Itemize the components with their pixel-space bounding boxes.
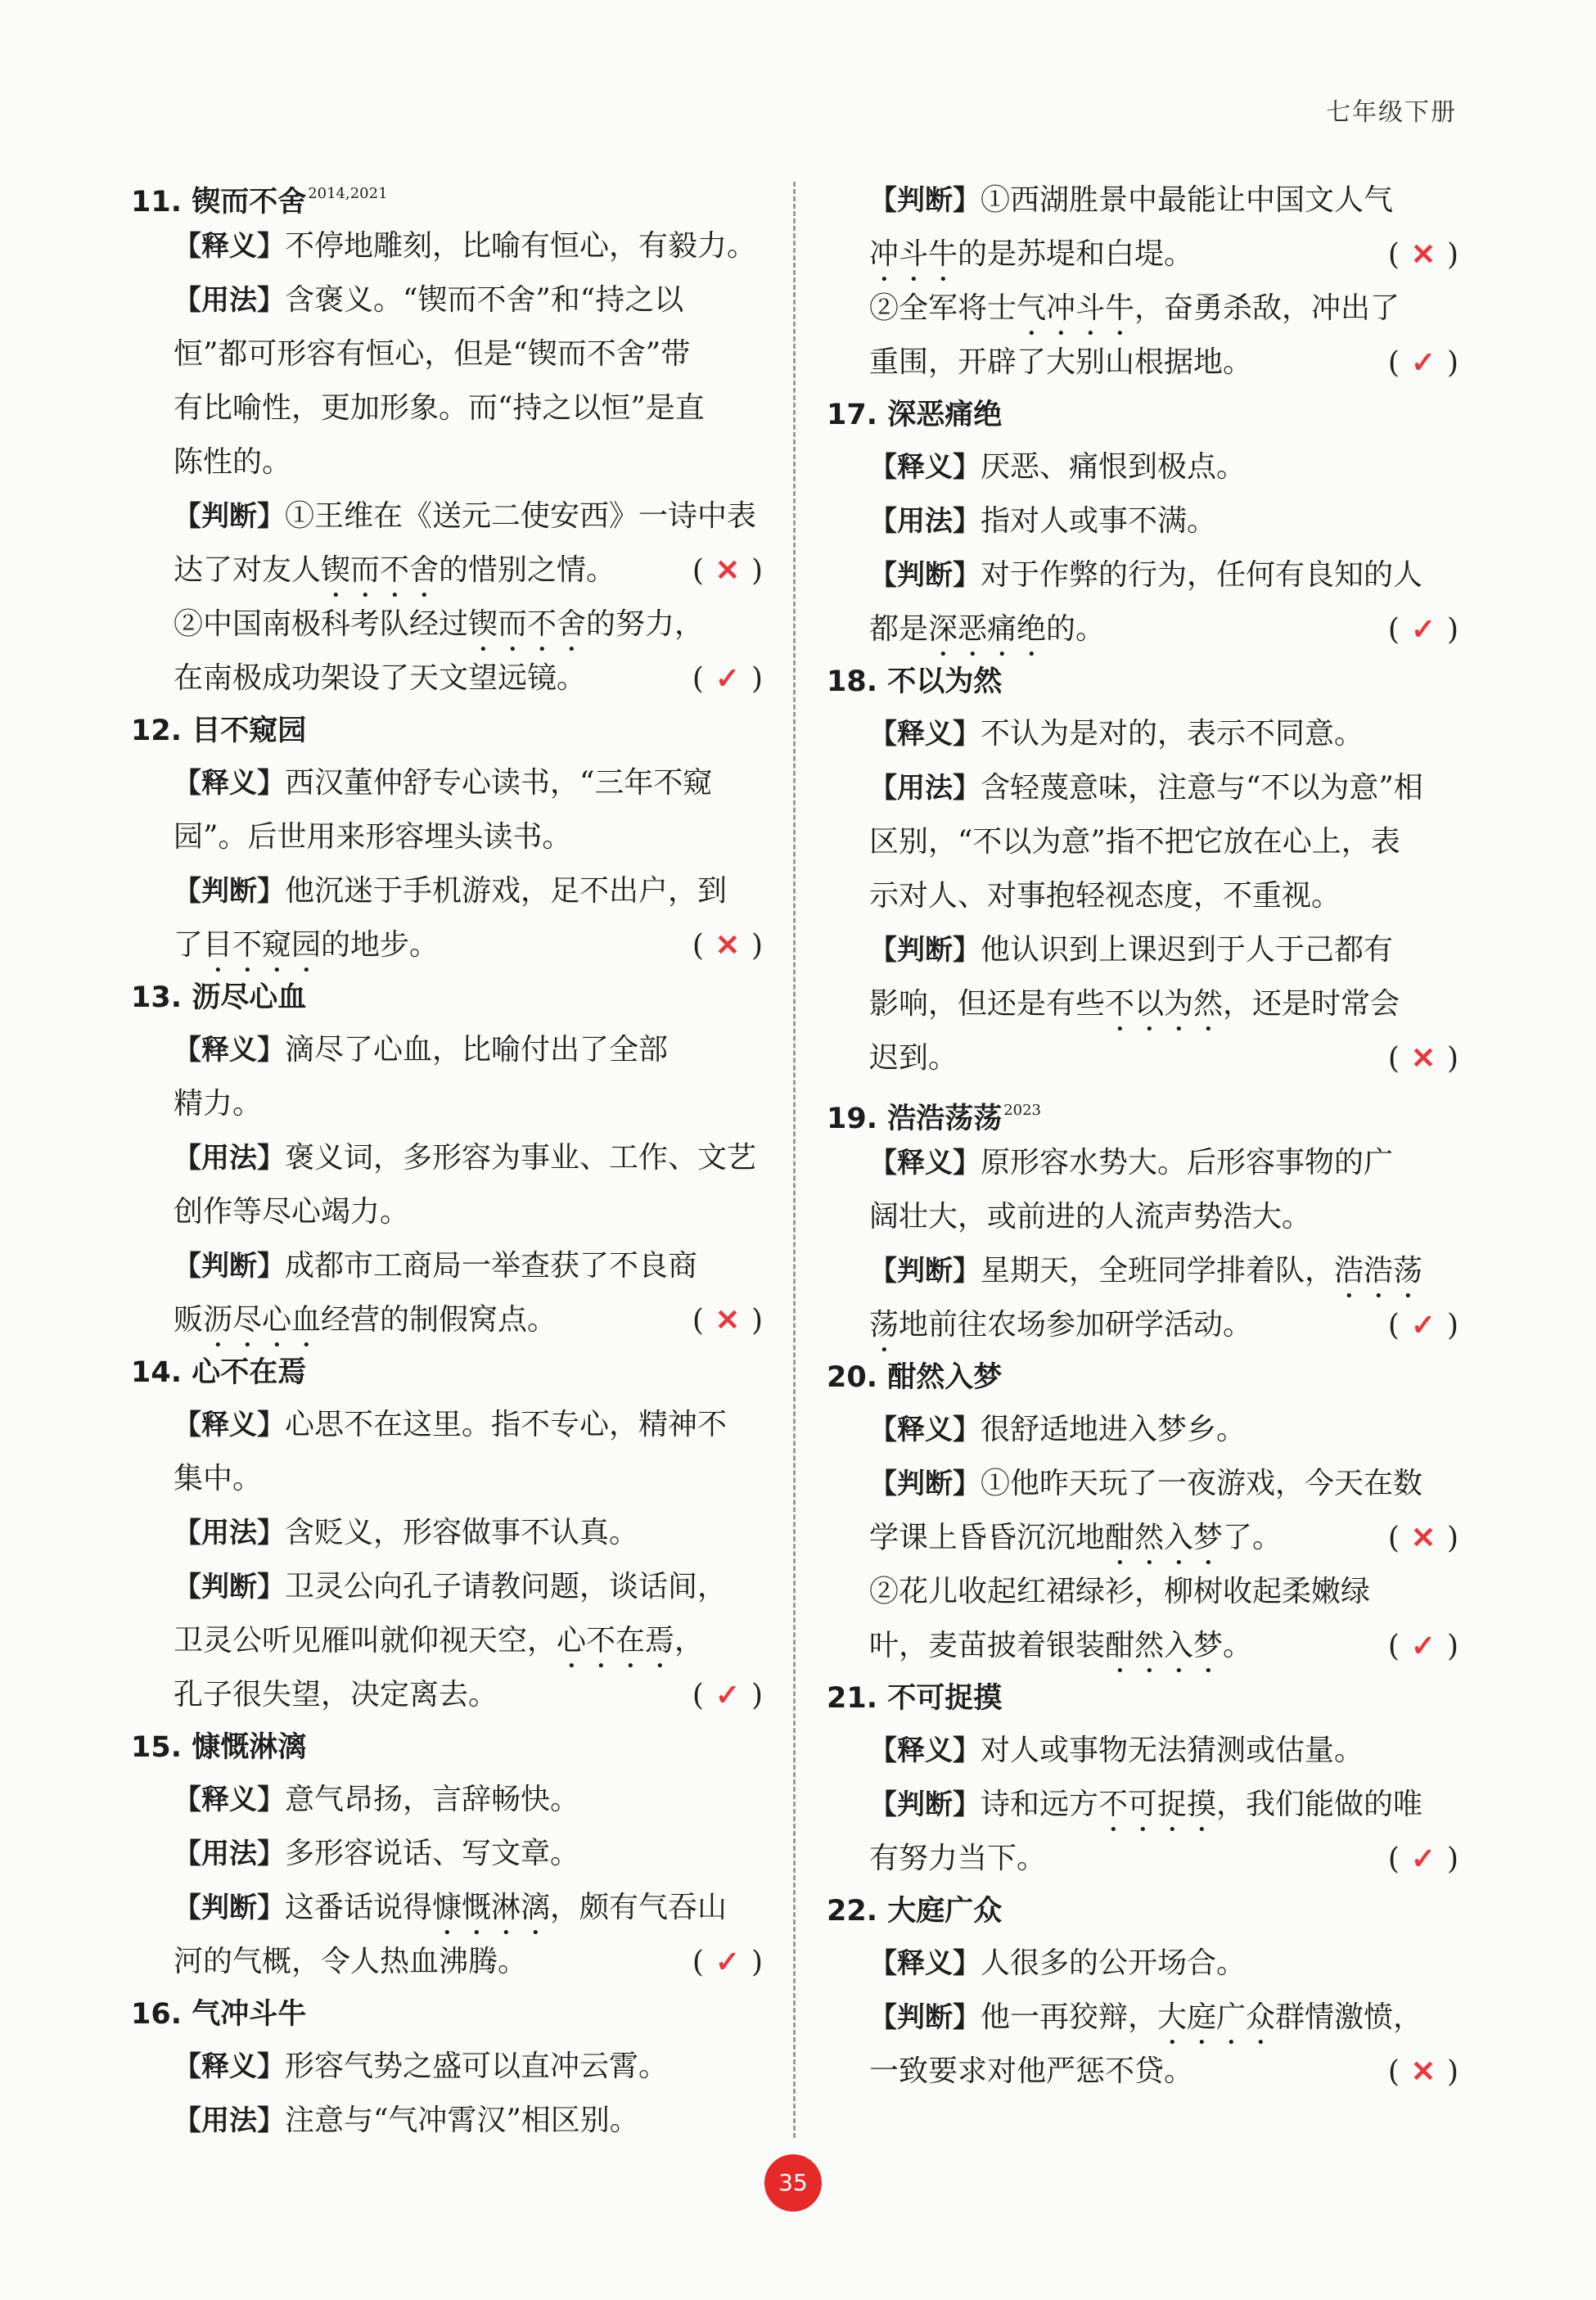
answer-bracket	[1388, 228, 1458, 282]
entry-number: 16.	[131, 1998, 192, 2031]
section-tag: 【释义】	[174, 2050, 285, 2083]
text-line	[827, 1190, 1458, 1244]
line-text: ，	[674, 1624, 705, 1657]
text-line	[827, 1136, 1458, 1190]
text-line	[827, 602, 1458, 656]
text-line	[827, 761, 1458, 815]
line-text: 孔子很失望，决定离去。	[174, 1678, 498, 1711]
text-line	[131, 327, 763, 381]
section-tag: 【释义】	[174, 767, 285, 800]
bracket-open: (	[1387, 1630, 1400, 1663]
line-text: 群情激愤，	[1275, 2000, 1423, 2034]
line-text: 一致要求对他严惩不贷。	[869, 2054, 1194, 2088]
entry-number: 12.	[131, 715, 192, 747]
section-tag: 【释义】	[869, 718, 981, 751]
answer-bracket	[1388, 336, 1458, 390]
text-line	[827, 282, 1458, 336]
line-text: 了	[174, 928, 204, 962]
bracket-open: (	[1387, 1042, 1400, 1076]
answer-bracket	[1388, 1511, 1458, 1566]
entry-word: 目不窥园	[192, 715, 307, 747]
section-tag: 【释义】	[174, 1784, 285, 1816]
emphasized-idiom: 大庭广众	[1157, 2000, 1276, 2034]
entry-title	[827, 1673, 1458, 1724]
line-text: 的是苏堤和白堤。	[958, 237, 1194, 271]
bracket-close: )	[1446, 238, 1458, 272]
text-line	[827, 1298, 1458, 1352]
entry-word: 大庭广众	[887, 1895, 1003, 1928]
bracket-close: )	[751, 1304, 763, 1337]
text-line	[827, 1991, 1458, 2045]
text-line	[131, 918, 763, 972]
text-line	[827, 548, 1458, 602]
line-text: 精力。	[174, 1087, 263, 1121]
line-text: 指对人或事不满。	[981, 504, 1217, 538]
section-tag: 【用法】	[869, 772, 981, 805]
entry-number: 15.	[131, 1731, 192, 1764]
text-line	[827, 2045, 1458, 2099]
text-line	[131, 1614, 763, 1668]
entry-number: 11.	[131, 186, 192, 219]
check-icon: ✓	[715, 661, 741, 696]
text-line	[827, 494, 1458, 548]
section-tag: 【判断】	[174, 500, 285, 533]
emphasized-idiom: 不可捉摸	[1098, 1788, 1217, 1821]
entry-title	[131, 1722, 763, 1773]
section-tag: 【判断】	[869, 2001, 981, 2034]
bracket-close: )	[1446, 613, 1458, 647]
entry-title	[827, 1352, 1458, 1403]
line-text: 在南极成功架设了天文望远镜。	[174, 661, 587, 695]
section-tag: 【用法】	[174, 2104, 285, 2137]
section-tag: 【用法】	[174, 1838, 285, 1870]
answer-bracket	[1388, 602, 1458, 657]
cross-icon: ✕	[1410, 1521, 1436, 1555]
bracket-open: (	[1387, 1842, 1400, 1876]
line-text: 不认为是对的，表示不同意。	[981, 717, 1364, 751]
bracket-close: )	[751, 1679, 763, 1712]
emphasized-idiom: 慷慨淋漓	[432, 1891, 551, 1924]
emphasized-idiom: 锲而不舍	[321, 553, 440, 587]
text-line	[827, 228, 1458, 282]
section-tag: 【判断】	[869, 934, 981, 967]
text-line	[827, 1031, 1458, 1085]
bracket-close: )	[1446, 2055, 1458, 2089]
bracket-open: (	[1387, 1309, 1400, 1342]
text-line	[827, 1778, 1458, 1832]
text-line	[131, 2094, 763, 2148]
text-line	[131, 435, 763, 489]
cross-icon: ✕	[715, 928, 741, 963]
line-text: 成都市工商局一举查获了不良商	[285, 1249, 698, 1283]
bracket-open: (	[1387, 613, 1400, 647]
entry-title	[131, 972, 763, 1023]
text-line	[131, 1023, 763, 1077]
line-text: 诗和远方	[981, 1788, 1099, 1821]
bracket-close: )	[1446, 346, 1458, 380]
text-line	[131, 381, 763, 435]
line-text: 星期天，全班同学排着队，	[981, 1254, 1335, 1288]
emphasized-idiom: 荡	[869, 1308, 899, 1342]
left-column	[131, 169, 763, 2148]
text-line	[131, 1293, 763, 1347]
bracket-close: )	[751, 929, 763, 963]
line-text: 很舒适地进入梦乡。	[981, 1413, 1247, 1446]
answer-bracket	[1388, 2045, 1458, 2099]
check-icon: ✓	[1410, 1842, 1436, 1876]
section-tag: 【判断】	[174, 1571, 285, 1603]
entry-title	[827, 390, 1458, 440]
line-text: 心思不在这里。指不专心，精神不	[285, 1408, 728, 1441]
entry-title	[131, 1347, 763, 1398]
line-text: 形容气势之盛可以直冲云霄。	[285, 2050, 669, 2083]
emphasized-idiom: 酣然入梦	[1105, 1521, 1224, 1554]
entry-title	[827, 656, 1458, 707]
entry-word: 不以为然	[887, 665, 1003, 698]
line-text: 的地步。	[321, 928, 440, 962]
line-text: 恒”都可形容有恒心，但是“锲而不舍”带	[174, 337, 691, 371]
section-tag: 【释义】	[174, 1034, 285, 1067]
line-text: 人很多的公开场合。	[981, 1946, 1247, 1980]
answer-bracket	[692, 652, 763, 706]
text-line	[131, 598, 763, 652]
text-line	[131, 1881, 763, 1935]
text-line	[131, 1077, 763, 1131]
entry-title	[131, 169, 763, 219]
bracket-close: )	[751, 1946, 763, 1979]
section-tag: 【释义】	[174, 230, 285, 263]
section-tag: 【用法】	[869, 505, 981, 538]
entry-number: 18.	[827, 665, 888, 698]
line-text: 了。	[1223, 1521, 1283, 1554]
answer-bracket	[692, 918, 763, 973]
section-tag: 【用法】	[174, 284, 285, 317]
section-tag: 【判断】	[174, 875, 285, 908]
cross-icon: ✕	[1410, 1041, 1436, 1076]
line-text: 多形容说话、写文章。	[285, 1837, 580, 1870]
line-text: ②花儿收起红裙绿衫，柳树收起柔嫩绿	[869, 1575, 1371, 1608]
text-line	[131, 652, 763, 706]
text-line	[131, 1935, 763, 1989]
emphasized-idiom: 浩浩荡	[1334, 1254, 1423, 1288]
text-line	[131, 1773, 763, 1827]
section-tag: 【释义】	[174, 1409, 285, 1441]
answer-bracket	[1388, 1832, 1458, 1887]
line-text: 西汉董仲舒专心读书，“三年不窥	[285, 766, 713, 800]
line-text: 褒义词，多形容为事业、工作、文艺	[285, 1141, 757, 1175]
entry-word: 气冲斗牛	[192, 1998, 307, 2031]
bracket-close: )	[1446, 1630, 1458, 1663]
line-text: 含轻蔑意味，注意与“不以为意”相	[981, 771, 1423, 805]
answer-bracket	[692, 1935, 763, 1990]
line-text: 对人或事物无法猜测或估量。	[981, 1734, 1364, 1767]
text-line	[827, 707, 1458, 761]
check-icon: ✓	[1410, 1308, 1436, 1342]
line-text: 区别，“不以为意”指不把它放在心上，表	[869, 825, 1400, 859]
line-text: 的努力，	[586, 607, 705, 641]
text-line	[827, 923, 1458, 977]
line-text: 这番话说得	[285, 1891, 433, 1924]
text-line	[827, 1244, 1458, 1298]
bracket-open: (	[1387, 2055, 1400, 2089]
entry-number: 21.	[827, 1682, 888, 1715]
answer-bracket	[692, 1668, 763, 1723]
bracket-open: (	[692, 662, 704, 696]
text-line	[131, 1131, 763, 1185]
entry-number: 14.	[131, 1356, 192, 1389]
entry-word: 沥尽心血	[192, 981, 307, 1014]
text-line	[827, 1724, 1458, 1778]
text-line	[827, 1619, 1458, 1673]
section-tag: 【判断】	[869, 1255, 981, 1288]
emphasized-idiom: 酣然入梦	[1105, 1629, 1224, 1662]
answer-bracket	[692, 1293, 763, 1348]
section-tag: 【判断】	[869, 559, 981, 592]
emphasized-idiom: 沥尽心血	[203, 1303, 322, 1337]
answer-bracket	[1388, 1619, 1458, 1674]
entry-word: 慷慨淋漓	[192, 1731, 307, 1764]
bracket-close: )	[1446, 1522, 1458, 1555]
text-line	[131, 1560, 763, 1614]
bracket-close: )	[1446, 1842, 1458, 1876]
entry-word: 浩浩荡荡	[887, 1103, 1003, 1135]
cross-icon: ✕	[1410, 237, 1436, 272]
section-tag: 【释义】	[869, 1147, 981, 1179]
entry-title	[131, 1989, 763, 2040]
text-line	[827, 1457, 1458, 1511]
cross-icon: ✕	[715, 1303, 741, 1337]
line-text: 。	[1223, 1629, 1253, 1662]
line-text: 经营的制假窝点。	[321, 1303, 557, 1337]
emphasized-idiom: 不以为然	[1105, 987, 1224, 1021]
text-line	[131, 489, 763, 543]
line-text: 园”。后世用来形容埋头读书。	[174, 820, 572, 854]
bracket-open: (	[1387, 238, 1400, 272]
section-tag: 【判断】	[869, 1788, 981, 1821]
bracket-open: (	[1387, 346, 1400, 380]
section-tag: 【判断】	[174, 1250, 285, 1283]
line-text: 厌恶、痛恨到极点。	[981, 450, 1247, 484]
section-tag: 【判断】	[174, 1892, 285, 1924]
entry-exam-years: 2014,2021	[308, 185, 388, 202]
line-text: 原形容水势大。后形容事物的广	[981, 1146, 1394, 1179]
text-line	[131, 1827, 763, 1881]
bracket-open: (	[1387, 1522, 1400, 1555]
line-text: 迟到。	[869, 1041, 958, 1075]
line-text: 意气昂扬，言辞畅快。	[285, 1783, 580, 1816]
line-text: 重围，开辟了大别山根据地。	[869, 345, 1253, 379]
line-text: 的惜别之情。	[439, 553, 616, 587]
text-line	[131, 756, 763, 810]
line-text: 有比喻性，更加形象。而“持之以恒”是直	[174, 391, 705, 425]
text-line	[827, 174, 1458, 228]
emphasized-idiom: 心不在焉	[557, 1624, 675, 1657]
text-line	[827, 869, 1458, 923]
check-icon: ✓	[1410, 612, 1436, 647]
text-line	[131, 810, 763, 864]
line-text: 不停地雕刻，比喻有恒心，有毅力。	[285, 229, 757, 263]
entry-word: 深恶痛绝	[887, 399, 1003, 431]
entry-word: 酣然入梦	[887, 1361, 1003, 1394]
bracket-open: (	[692, 1679, 704, 1712]
line-text: 达了对友人	[174, 553, 322, 587]
text-line	[131, 219, 763, 273]
entry-number: 19.	[827, 1103, 888, 1135]
line-text: 他认识到上课迟到于人于己都有	[981, 933, 1394, 967]
text-line	[131, 1452, 763, 1506]
line-text: ，还是时常会	[1223, 987, 1400, 1021]
section-tag: 【释义】	[869, 451, 981, 484]
cross-icon: ✕	[1410, 2054, 1436, 2089]
text-line	[131, 864, 763, 918]
bracket-close: )	[751, 554, 763, 588]
line-text: 的。	[1046, 612, 1106, 646]
text-line	[131, 1668, 763, 1722]
line-text: ②中国南极科考队经过	[174, 607, 469, 641]
entry-number: 13.	[131, 981, 192, 1014]
text-line	[827, 1832, 1458, 1886]
text-line	[131, 1185, 763, 1239]
text-line	[131, 273, 763, 327]
line-text: 含褒义。“锲而不舍”和“持之以	[285, 283, 684, 317]
bracket-open: (	[692, 1946, 704, 1979]
line-text: 陈性的。	[174, 445, 292, 479]
text-line	[131, 1506, 763, 1560]
text-line	[827, 1937, 1458, 1991]
line-text: 有努力当下。	[869, 1842, 1047, 1875]
text-line	[827, 815, 1458, 869]
bracket-close: )	[751, 662, 763, 696]
entry-word: 心不在焉	[192, 1356, 307, 1389]
bracket-close: )	[1446, 1309, 1458, 1342]
emphasized-idiom: 锲而不舍	[468, 607, 587, 641]
answer-bracket	[692, 543, 763, 598]
bracket-open: (	[692, 929, 704, 963]
line-text: ①西湖胜景中最能让中国文人气	[981, 183, 1394, 217]
emphasized-idiom: 目不窥园	[203, 928, 322, 962]
line-text: 他沉迷于手机游戏，足不出户，到	[285, 874, 728, 908]
section-tag: 【判断】	[869, 184, 981, 217]
text-line	[827, 1565, 1458, 1619]
line-text: 地前往农场参加研学活动。	[899, 1308, 1253, 1342]
line-text: 学课上昏昏沉沉地	[869, 1521, 1106, 1554]
line-text: 集中。	[174, 1462, 263, 1495]
line-text: 对于作弊的行为，任何有良知的人	[981, 558, 1423, 592]
line-text: 示对人、对事抱轻视态度，不重视。	[869, 879, 1341, 913]
section-tag: 【释义】	[869, 1947, 981, 1980]
line-text: 影响，但还是有些	[869, 987, 1106, 1021]
line-text: ①王维在《送元二使安西》一诗中表	[285, 499, 757, 533]
line-text: 卫灵公听见雁叫就仰视天空，	[174, 1624, 557, 1657]
entry-exam-years: 2023	[1003, 1102, 1042, 1119]
answer-bracket	[1388, 1298, 1458, 1353]
emphasized-idiom: 冲斗牛	[869, 237, 958, 271]
line-text: ，我们能做的唯	[1216, 1788, 1423, 1821]
text-line	[131, 1239, 763, 1293]
line-text: 创作等尽心竭力。	[174, 1195, 410, 1229]
bracket-close: )	[1446, 1042, 1458, 1076]
cross-icon: ✕	[715, 553, 741, 588]
emphasized-idiom: 气冲斗牛	[1017, 291, 1135, 325]
line-text: 卫灵公向孔子请教问题，谈话间，	[285, 1570, 728, 1603]
line-text: 含贬义，形容做事不认真。	[285, 1516, 639, 1549]
line-text: 都是	[869, 612, 929, 646]
entry-title	[827, 1886, 1458, 1937]
entry-number: 22.	[827, 1895, 888, 1928]
line-text: 叶，麦苗披着银装	[869, 1629, 1106, 1662]
line-text: 阔壮大，或前进的人流声势浩大。	[869, 1200, 1312, 1233]
line-text: ，颇有气吞山	[550, 1891, 728, 1924]
entry-word: 不可捉摸	[887, 1682, 1003, 1715]
section-tag: 【释义】	[869, 1734, 981, 1767]
entry-title	[131, 706, 763, 756]
check-icon: ✓	[715, 1945, 741, 1979]
entry-number: 20.	[827, 1361, 888, 1394]
line-text: 河的气概，令人热血沸腾。	[174, 1945, 528, 1978]
line-text: 滴尽了心血，比喻付出了全部	[285, 1033, 669, 1067]
line-text: 他一再狡辩，	[981, 2000, 1158, 2034]
section-tag: 【释义】	[869, 1414, 981, 1446]
text-line	[131, 543, 763, 598]
line-text: ①他昨天玩了一夜游戏，今天在数	[981, 1467, 1423, 1500]
check-icon: ✓	[715, 1678, 741, 1712]
text-line	[827, 336, 1458, 390]
text-line	[131, 1398, 763, 1452]
entry-number: 17.	[827, 399, 888, 431]
line-text: ②全军将士	[869, 291, 1017, 325]
line-text: 注意与“气冲霄汉”相区别。	[285, 2104, 639, 2137]
line-text: 贩	[174, 1303, 204, 1337]
section-tag: 【用法】	[174, 1517, 285, 1549]
entry-title	[827, 1085, 1458, 1136]
check-icon: ✓	[1410, 1629, 1436, 1663]
line-text: ，奋勇杀敌，冲出了	[1134, 291, 1400, 325]
check-icon: ✓	[1410, 345, 1436, 380]
section-tag: 【用法】	[174, 1142, 285, 1175]
text-line	[827, 440, 1458, 494]
text-line	[827, 1403, 1458, 1457]
page-number: 35	[764, 2154, 822, 2212]
section-tag: 【判断】	[869, 1468, 981, 1500]
column-divider	[793, 182, 796, 2138]
grade-label: 七年级下册	[1326, 98, 1457, 127]
right-column	[827, 174, 1458, 2099]
text-line	[827, 1511, 1458, 1565]
text-line	[827, 977, 1458, 1031]
bracket-open: (	[692, 1304, 704, 1337]
entry-word: 锲而不舍	[192, 186, 307, 219]
text-line	[131, 2040, 763, 2094]
emphasized-idiom: 深恶痛绝	[928, 612, 1047, 646]
answer-bracket	[1388, 1031, 1458, 1086]
bracket-open: (	[692, 554, 704, 588]
